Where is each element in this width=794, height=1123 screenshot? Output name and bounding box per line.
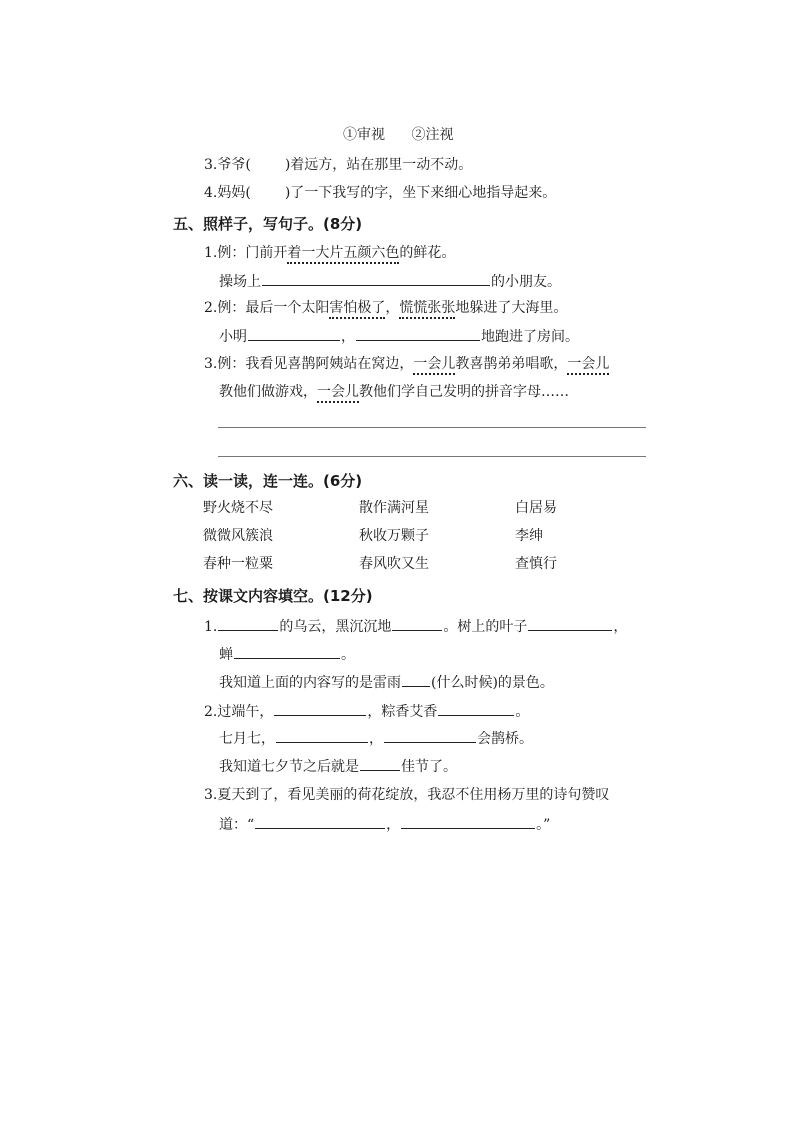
text: 2.过端午，	[204, 704, 274, 720]
fill-line-8	[219, 813, 550, 835]
text: ，粽香艾香	[367, 704, 438, 720]
text: 教喜鹊弟弟唱歌，	[455, 356, 568, 372]
option-1: ①审视	[343, 127, 385, 143]
text: 道：“	[219, 817, 255, 833]
answer-blank[interactable]	[248, 325, 340, 341]
section-7-title: 七、按课文内容填空。(12分)	[173, 587, 373, 605]
text: 七月七，	[219, 731, 275, 747]
poem-line-1a[interactable]: 野火烧不尽	[203, 500, 273, 516]
dotted-text: 一会儿	[413, 356, 455, 375]
answer-blank[interactable]	[360, 755, 400, 771]
options-line	[343, 125, 453, 145]
s5-example-3-line-1	[204, 354, 609, 374]
option-2: ②注视	[411, 127, 454, 143]
question-4	[204, 183, 556, 203]
s5-answer-1	[219, 270, 561, 292]
answer-blank[interactable]	[255, 813, 385, 829]
text: ，	[386, 817, 401, 833]
text: 操场上	[219, 274, 261, 290]
text: 的小朋友。	[491, 274, 561, 290]
s5-example-2	[204, 298, 567, 318]
text: 蝉	[219, 647, 233, 663]
text: 。	[515, 704, 530, 720]
s5-example-3-line-2	[219, 382, 569, 402]
dotted-text: 一会儿	[567, 356, 609, 375]
poet-c[interactable]: 查慎行	[515, 556, 557, 572]
fill-line-1	[204, 615, 627, 637]
fill-line-6	[219, 755, 457, 777]
fill-line-2	[219, 643, 355, 665]
text: 2.例：最后一个太阳	[204, 300, 330, 316]
text: 。树上的叶子	[443, 619, 528, 635]
dotted-text: 着一大片五颜六色	[287, 245, 399, 264]
answer-blank[interactable]	[401, 813, 535, 829]
question-4-suffix: )了一下我写的字，坐下来细心地指导起来。	[284, 185, 557, 201]
answer-blank[interactable]	[218, 615, 278, 631]
answer-blank[interactable]	[274, 700, 366, 716]
answer-line[interactable]	[218, 456, 646, 457]
text: ，	[341, 329, 355, 345]
answer-blank[interactable]	[528, 615, 612, 631]
answer-blank[interactable]	[384, 727, 476, 743]
answer-blank[interactable]	[276, 727, 368, 743]
text: 教他们学自己发明的拼音字母……	[359, 384, 569, 400]
text: 3.例：我看见喜鹊阿姨站在窝边，	[204, 356, 414, 372]
poet-a[interactable]: 白居易	[515, 500, 557, 516]
answer-blank[interactable]	[438, 700, 514, 716]
text: 1.例：门前开	[204, 245, 288, 261]
text: (什么时候)的景色。	[431, 675, 554, 691]
s5-answer-2	[219, 325, 579, 347]
text: 的鲜花。	[399, 245, 456, 261]
text: 佳节了。	[401, 759, 457, 775]
fill-line-7: 3.夏天到了，看见美丽的荷花绽放，我忍不住用杨万里的诗句赞叹	[204, 787, 610, 803]
answer-blank[interactable]	[392, 615, 442, 631]
dotted-text: 害怕极了	[329, 300, 385, 319]
poem-line-1b[interactable]: 微微风簇浪	[203, 528, 273, 544]
text: 教他们做游戏，	[219, 384, 317, 400]
answer-line[interactable]	[218, 427, 646, 428]
question-3-suffix: )着远方，站在那里一动不动。	[284, 157, 473, 173]
text: ，	[369, 731, 383, 747]
poem-line-2c[interactable]: 春风吹又生	[359, 556, 429, 572]
text: 地躲进了大海里。	[455, 300, 568, 316]
text: 1.	[204, 619, 218, 635]
text: 。”	[536, 817, 551, 833]
answer-blank[interactable]	[234, 643, 340, 659]
question-3-prefix: 3.爷爷(	[204, 157, 251, 173]
section-6-title: 六、读一读，连一连。(6分)	[173, 472, 363, 490]
s5-example-1	[204, 243, 455, 263]
fill-line-5	[219, 727, 533, 749]
text: 的乌云，黑沉沉地	[279, 619, 392, 635]
poem-line-2a[interactable]: 散作满河星	[359, 500, 429, 516]
answer-blank[interactable]	[402, 671, 430, 687]
text: 。	[341, 647, 355, 663]
fill-line-3	[219, 671, 554, 693]
fill-line-4	[204, 700, 529, 722]
text: 地跑进了房间。	[481, 329, 579, 345]
answer-blank[interactable]	[262, 270, 490, 286]
text: 会鹊桥。	[477, 731, 533, 747]
poet-b[interactable]: 李绅	[515, 528, 543, 544]
text: 我知道上面的内容写的是雷雨	[219, 675, 401, 691]
answer-blank[interactable]	[356, 325, 480, 341]
text: 小明	[219, 329, 247, 345]
poem-line-1c[interactable]: 春种一粒粟	[203, 556, 273, 572]
text: ，	[385, 300, 400, 316]
dotted-text: 一会儿	[317, 384, 359, 403]
dotted-text: 慌慌张张	[399, 300, 455, 319]
question-4-prefix: 4.妈妈(	[204, 185, 251, 201]
question-3	[204, 155, 472, 175]
section-5-title: 五、照样子，写句子。(8分)	[173, 215, 363, 233]
text: 我知道七夕节之后就是	[219, 759, 359, 775]
poem-line-2b[interactable]: 秋收万颗子	[359, 528, 429, 544]
text: ，	[613, 619, 628, 635]
